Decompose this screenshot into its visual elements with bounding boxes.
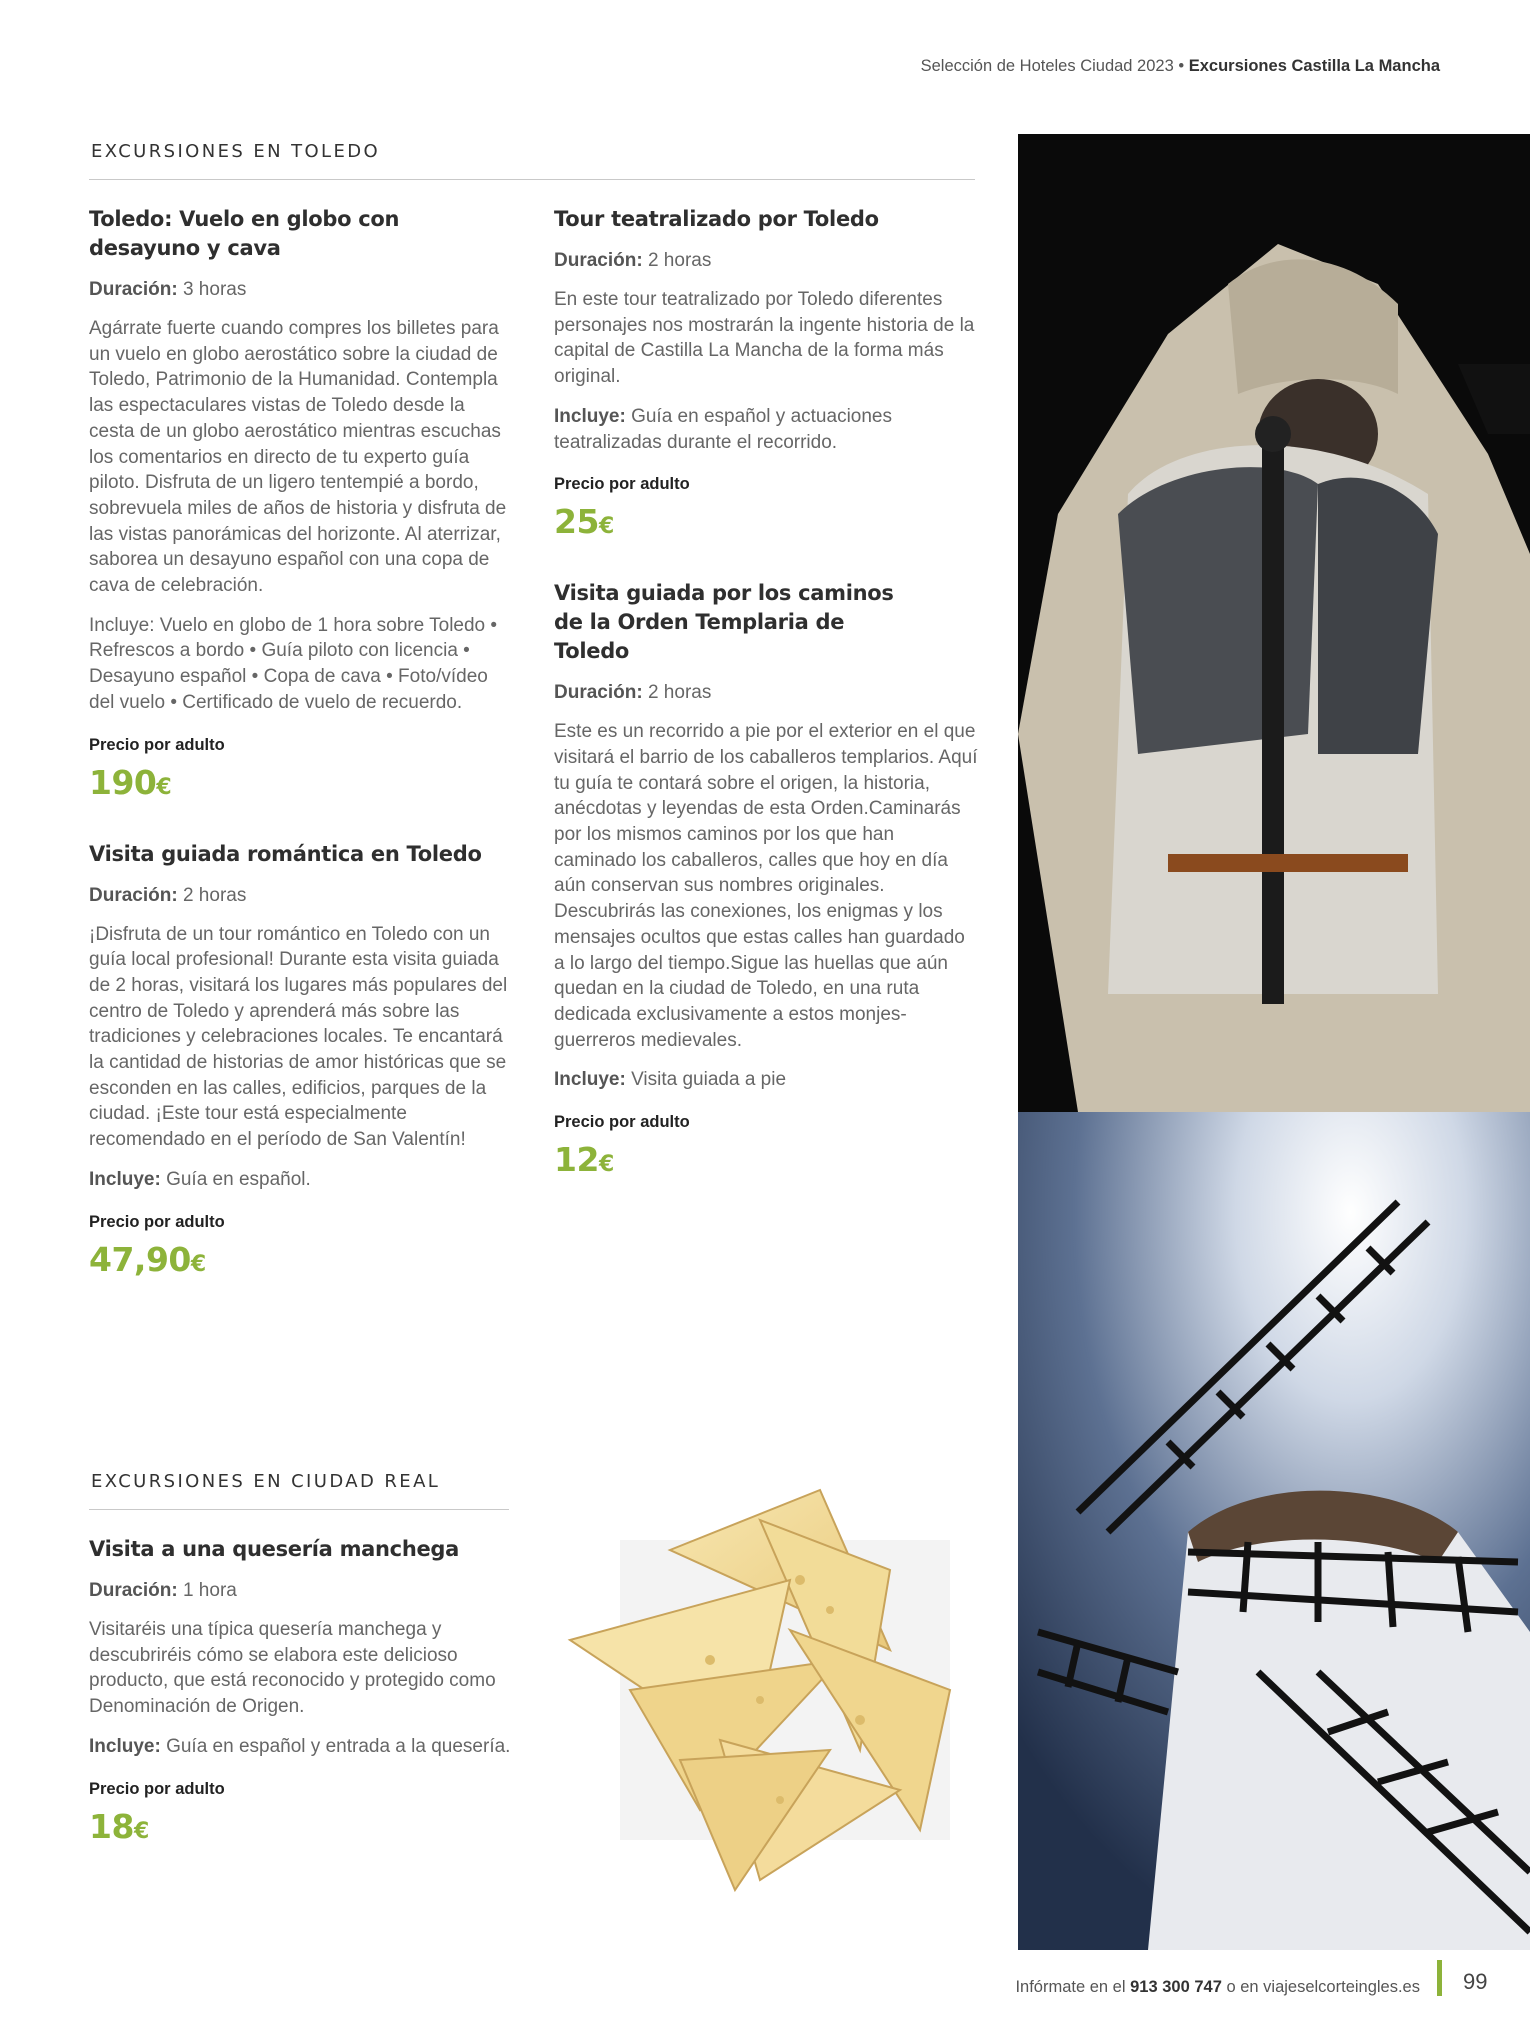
price-label: Precio por adulto bbox=[89, 1212, 225, 1231]
publication-name: Selección de Hoteles Ciudad 2023 • bbox=[920, 57, 1185, 75]
includes: Incluye: Vuelo en globo de 1 hora sobre Toledo • Refrescos a bordo • Guía piloto con licencia • Desayuno español • Copa de cava • Foto/vídeo del vuelo • Certificado de vuelo de recuerdo. bbox=[89, 614, 498, 713]
price: 12€ bbox=[554, 1140, 614, 1180]
section-title-ciudad-real: EXCURSIONES EN CIUDAD REAL bbox=[91, 1471, 441, 1492]
includes: Incluye: Guía en español y actuaciones teatralizadas durante el recorrido. bbox=[554, 405, 892, 453]
description: Visitaréis una típica quesería manchega y descubriréis cómo se elabora este delicioso producto, que está reconocido y protegido como Denominación de Origen. bbox=[89, 1619, 496, 1718]
excursion-heading: Visita guiada por los caminos de la Orden Templaria de Toledo bbox=[554, 581, 894, 664]
description: Este es un recorrido a pie por el exterior en el que visitará el barrio de los caballeros templarios. Aquí tu guía te contará sobre el origen, la historia, anécdotas y leyendas de esta Orden.Caminarás por los mismos caminos por los que han caminado los caballeros, calles que hoy en día aún conservan sus nombres originales. Descubrirás las conexiones, los enigmas y los mensajes ocultos que estas calles han guardado a lo largo del tiempo.Sigue las huellas que aún quedan en la ciudad de Toledo, en una ruta dedicada exclusivamente a estos monjes-guerreros medievales. bbox=[554, 721, 978, 1051]
price-label: Precio por adulto bbox=[554, 1113, 690, 1132]
duration: Duración: 2 horas bbox=[554, 250, 712, 271]
section-title-toledo: EXCURSIONES EN TOLEDO bbox=[91, 141, 381, 162]
price: 47,90€ bbox=[89, 1239, 206, 1279]
footer-contact: Infórmate en el 913 300 747 o en viajeselcorteingles.es bbox=[1015, 1978, 1420, 1996]
price: 190€ bbox=[89, 762, 172, 802]
excursion-heading: Toledo: Vuelo en globo con desayuno y cava bbox=[89, 207, 400, 260]
footer-accent-bar bbox=[1437, 1960, 1442, 1996]
excursion-heading: Visita guiada romántica en Toledo bbox=[89, 841, 482, 866]
duration: Duración: 1 hora bbox=[89, 1580, 237, 1601]
left-column bbox=[89, 205, 514, 1279]
price-label: Precio por adulto bbox=[89, 735, 225, 754]
phone-number: 913 300 747 bbox=[1130, 1978, 1222, 1996]
includes: Incluye: Guía en español y entrada a la quesería. bbox=[89, 1735, 511, 1757]
excursion-queseria bbox=[89, 1535, 514, 1846]
templar-knight-photo bbox=[1018, 134, 1530, 1112]
running-header bbox=[921, 57, 1440, 76]
price: 25€ bbox=[554, 502, 614, 542]
section-divider bbox=[89, 1509, 509, 1510]
price-label: Precio por adulto bbox=[89, 1779, 225, 1798]
description: Agárrate fuerte cuando compres los billetes para un vuelo en globo aerostático sobre la ciudad de Toledo, Patrimonio de la Humanidad. Contempla las espectaculares vistas de Toledo desde la cesta de un globo aerostático mientras escuchas los comentarios en directo de tu experto guía piloto. Disfruta de un ligero tentempié a bordo, sobrevuela miles de años de historia y disfruta de las vistas panorámicas del horizonte. Al aterrizar, saborea un desayuno español con una copa de cava de celebración. bbox=[89, 318, 507, 597]
page-number: 99 bbox=[1463, 1969, 1488, 1994]
section-name: Excursiones Castilla La Mancha bbox=[1188, 57, 1440, 75]
cheese-photo bbox=[560, 1460, 970, 1900]
ciudad-real-column bbox=[89, 1535, 514, 1846]
excursion-globo bbox=[89, 205, 514, 802]
middle-column bbox=[554, 205, 979, 1179]
excursion-heading: Tour teatralizado por Toledo bbox=[554, 207, 879, 231]
section-divider bbox=[89, 179, 975, 180]
description: ¡Disfruta de un tour romántico en Toledo con un guía local profesional! Durante esta visita guiada de 2 horas, visitará los lugares más populares del centro de Toledo y aprenderá más sobre las tradiciones y celebraciones locales. Te encantará la cantidad de historias de amor históricas que se esconden en las calles, edificios, parques de la ciudad. ¡Este tour está especialmente recomendado en el período de San Valentín! bbox=[89, 923, 508, 1151]
excursion-romantica bbox=[89, 840, 514, 1279]
duration: Duración: 2 horas bbox=[89, 884, 247, 906]
duration: Duración: 3 horas bbox=[89, 279, 247, 300]
includes: Incluye: Visita guiada a pie bbox=[554, 1069, 787, 1091]
excursion-heading: Visita a una quesería manchega bbox=[89, 1537, 460, 1561]
duration: Duración: 2 horas bbox=[554, 682, 712, 704]
price-label: Precio por adulto bbox=[554, 475, 690, 494]
windmill-photo bbox=[1018, 1112, 1530, 1950]
description: En este tour teatralizado por Toledo diferentes personajes nos mostrarán la ingente historia de la capital de Castilla La Mancha de la forma más original. bbox=[554, 289, 975, 388]
includes: Incluye: Guía en español. bbox=[89, 1168, 311, 1190]
excursion-teatralizado bbox=[554, 205, 979, 541]
price: 18€ bbox=[89, 1806, 149, 1846]
excursion-templaria bbox=[554, 579, 979, 1179]
